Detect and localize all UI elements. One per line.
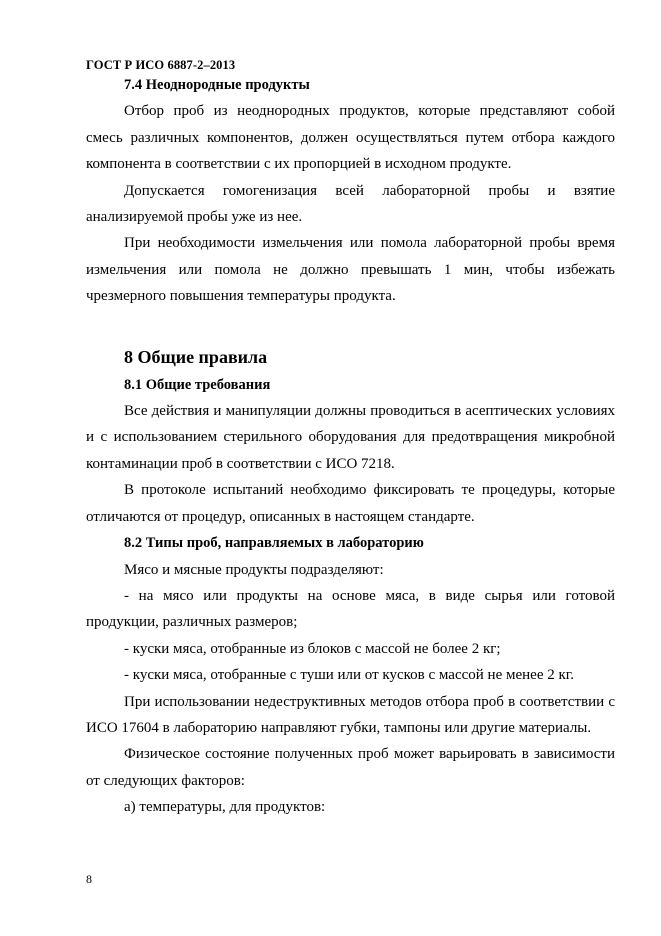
document-body bbox=[86, 72, 615, 821]
paragraph: В протоколе испытаний необходимо фиксировать те процедуры, которые отличаются от процедур, описанных в настоящем стандарте. bbox=[86, 482, 615, 525]
list-item: - на мясо или продукты на основе мяса, в виде сырья или готовой продукции, различных размеров; bbox=[86, 587, 615, 631]
paragraph: При использовании недеструктивных методов отбора проб в соответствии с ИСО 17604 в лабораторию направляют губки, тампоны или другие материалы. bbox=[86, 693, 615, 736]
document-header: ГОСТ Р ИСО 6887-2–2013 bbox=[86, 58, 236, 72]
paragraph: Отбор проб из неоднородных продуктов, которые представляют собой смесь различных компонентов, должен осуществляться путем отбора каждого компонента в соответствии с их пропорцией в исходном продукте. bbox=[86, 103, 615, 173]
list-item: - куски мяса, отобранные с туши или от кусков с массой не менее 2 кг. bbox=[124, 667, 574, 684]
paragraph: Физическое состояние полученных проб может варьировать в зависимости от следующих факторов: bbox=[86, 746, 615, 789]
list-item: а) температуры, для продуктов: bbox=[124, 799, 326, 816]
section-8-heading: 8 Общие правила bbox=[124, 346, 268, 367]
section-8-2-heading: 8.2 Типы проб, направляемых в лабораторию bbox=[124, 535, 424, 552]
list-item: - куски мяса, отобранные из блоков с массой не более 2 кг; bbox=[124, 640, 501, 657]
page-number: 8 bbox=[86, 872, 92, 886]
paragraph: Мясо и мясные продукты подразделяют: bbox=[124, 561, 384, 578]
paragraph: Все действия и манипуляции должны проводиться в асептических условиях и с использованием стерильного оборудования для предотвращения микробной контаминации проб в соответствии с ИСО 7218. bbox=[86, 403, 615, 472]
paragraph: Допускается гомогенизация всей лабораторной пробы и взятие анализируемой пробы уже из нее. bbox=[86, 182, 615, 226]
paragraph: При необходимости измельчения или помола лабораторной пробы время измельчения или помола не должно превышать 1 мин, чтобы избежать чрезмерного повышения температуры продукта. bbox=[86, 235, 615, 305]
section-8-1-heading: 8.1 Общие требования bbox=[124, 376, 271, 393]
section-7-4-heading: 7.4 Неоднородные продукты bbox=[124, 77, 310, 93]
